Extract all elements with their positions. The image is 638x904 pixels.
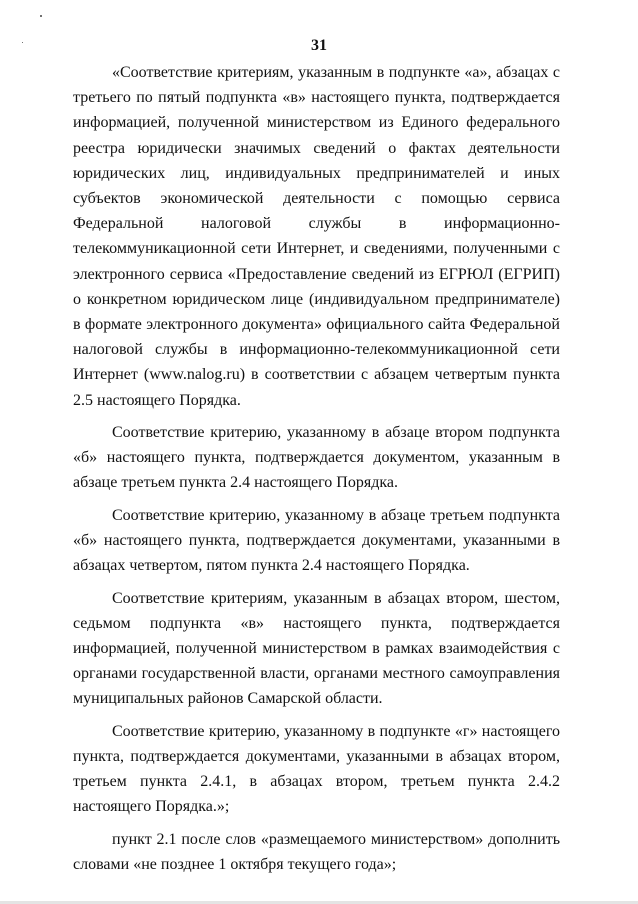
page-number: 31 <box>311 37 327 54</box>
paragraph-criteria-v: Соответствие критериям, указанным в абзацах втором, шестом, седьмом подпункта «в» настоящего пункта, подтверждается информацией, полученной министерством в рамках взаимодействия с органами государственной власти, органами местного самоуправления муниципальных районов Самарской области. <box>73 589 560 708</box>
paragraph-criteria-a-v: «Соответствие критериям, указанным в подпункте «а», абзацах с третьего по пятый подпункта «в» настоящего пункта, подтверждается информацией, полученной министерством из Единого федерального реестра юридически значимых сведений о фактах деятельности юридических лиц, индивидуальных предпринимателей и иных субъектов экономической деятельности с помощью сервиса Федеральной налоговой службы в информационно-телекоммуникационной сети Интернет, и сведениями, полученными с электронного сервиса «Предоставление сведений из ЕГРЮЛ (ЕГРИП) о конкретном юридическом лице (индивидуальном предпринимателе) в формате электронного документа» официального сайта Федеральной налоговой службы в информационно-телекоммуникационной сети Интернет (www.nalog.ru) в соответствии с абзацем четвертым пункта 2.5 настоящего Порядка. <box>73 64 560 409</box>
scan-speck <box>40 15 42 17</box>
document-body <box>73 60 560 884</box>
paragraph-criteria-g: Соответствие критерию, указанному в подпункте «г» настоящего пункта, подтверждается документами, указанными в абзацах втором, третьем пункта 2.4.1, в абзацах втором, третьем пункта 2.4.2 настоящего Порядка.»; <box>73 722 560 816</box>
paragraph-amendment-2-1: пункт 2.1 после слов «размещаемого министерством» дополнить словами «не позднее 1 октября текущего года»; <box>73 830 560 874</box>
paragraph-criteria-b-second: Соответствие критерию, указанному в абзаце втором подпункта «б» настоящего пункта, подтверждается документом, указанным в абзаце третьем пункта 2.4 настоящего Порядка. <box>73 424 560 492</box>
paragraph-criteria-b-third: Соответствие критерию, указанному в абзаце третьем подпункта «б» настоящего пункта, подтверждается документами, указанными в абзацах четвертом, пятом пункта 2.4 настоящего Порядка. <box>73 506 560 575</box>
